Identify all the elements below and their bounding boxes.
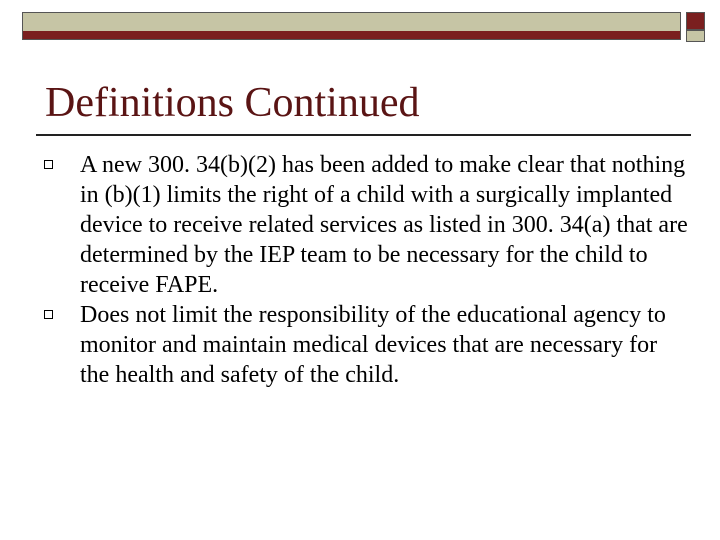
slide-title: Definitions Continued bbox=[45, 80, 420, 126]
bullet-item bbox=[40, 150, 690, 300]
corner-decoration-khaki bbox=[686, 30, 705, 42]
header-decoration-bar bbox=[22, 12, 681, 40]
title-divider bbox=[36, 134, 691, 136]
square-bullet-icon bbox=[44, 160, 53, 169]
bullet-text: A new 300. 34(b)(2) has been added to make clear that nothing in (b)(1) limits the right of a child with a surgically implanted device to receive related services as listed in 300. 34(a) that are determined by the IEP team to be necessary for the child to receive FAPE. bbox=[80, 152, 688, 298]
square-bullet-icon bbox=[44, 310, 53, 319]
bullet-list bbox=[40, 150, 690, 390]
corner-decoration-maroon bbox=[686, 12, 705, 30]
bullet-text: Does not limit the responsibility of the educational agency to monitor and maintain medical devices that are necessary for the health and safety of the child. bbox=[80, 302, 666, 388]
header-maroon-band bbox=[23, 31, 680, 39]
bullet-item bbox=[40, 300, 690, 390]
